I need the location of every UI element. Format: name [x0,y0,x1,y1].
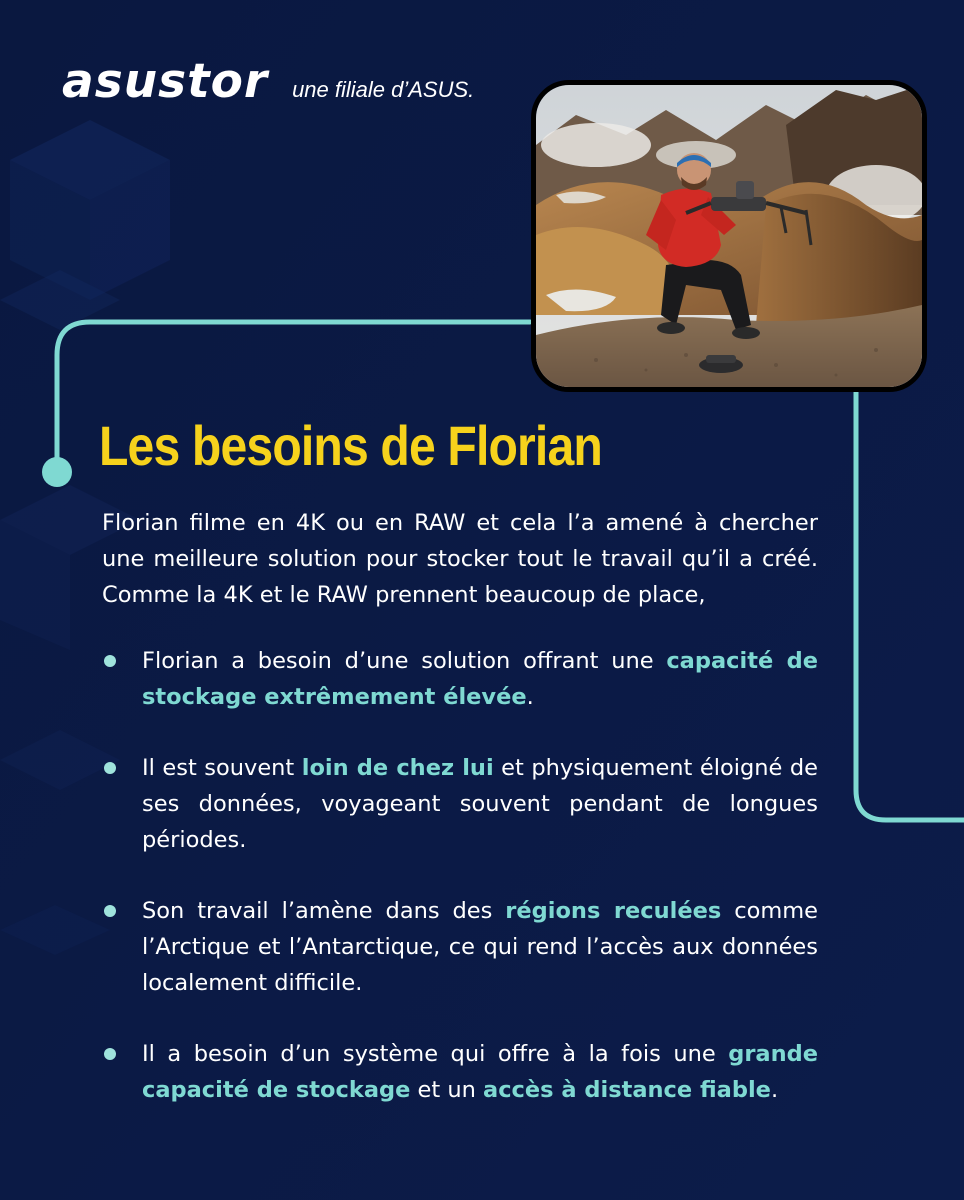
bullet-text: et physiquement éloigné de ses données, voyageant souvent pendant de longues périodes. [142,755,818,853]
list-item [102,750,818,858]
bullet-text: Florian a besoin d’une solution offrant une [142,648,667,674]
bullet-text: et un [410,1077,484,1103]
bullet-highlight: loin de chez lui [301,755,494,781]
intro-paragraph: Florian filme en 4K ou en RAW et cela l’a amené à chercher une meilleure solution pour stocker tout le travail qu’il a créé. Comme la 4K et le RAW prennent beaucoup de place, [102,510,818,608]
bullet-dot-icon [104,905,116,917]
brand-logo [62,54,475,109]
bullet-highlight: accès à distance fiable [483,1077,771,1103]
bullet-text: . [526,684,534,710]
bullet-dot-icon [104,762,116,774]
page-title: Les besoins de Florian [99,414,602,477]
bullet-text: comme l’Arctique et l’Antarctique, ce qui rend l’accès aux données localement difficile. [142,898,819,996]
bullet-text: . [770,1077,779,1103]
bullet-highlight: capacité de stockage extrêmement élevée [142,648,818,710]
brand-tagline: une filiale d’ASUS. [292,77,475,102]
asustor-logo-text: asustor [62,54,269,109]
list-item [102,643,818,715]
bullet-dot-icon [104,1048,116,1060]
bullet-highlight: régions reculées [505,898,722,924]
list-item [102,1036,818,1108]
photo-drone-pilot-icon [536,85,922,387]
bullet-highlight: grande capacité de stockage [142,1041,818,1103]
needs-list [102,643,818,1108]
bullet-dot-icon [104,655,116,667]
photo-frame [531,80,927,392]
bullet-text: Il est souvent [142,755,302,781]
bullet-text: Son travail l’amène dans des [142,898,506,924]
list-item [102,893,818,1001]
bullet-text: Il a besoin d’un système qui offre à la fois une [142,1041,729,1067]
